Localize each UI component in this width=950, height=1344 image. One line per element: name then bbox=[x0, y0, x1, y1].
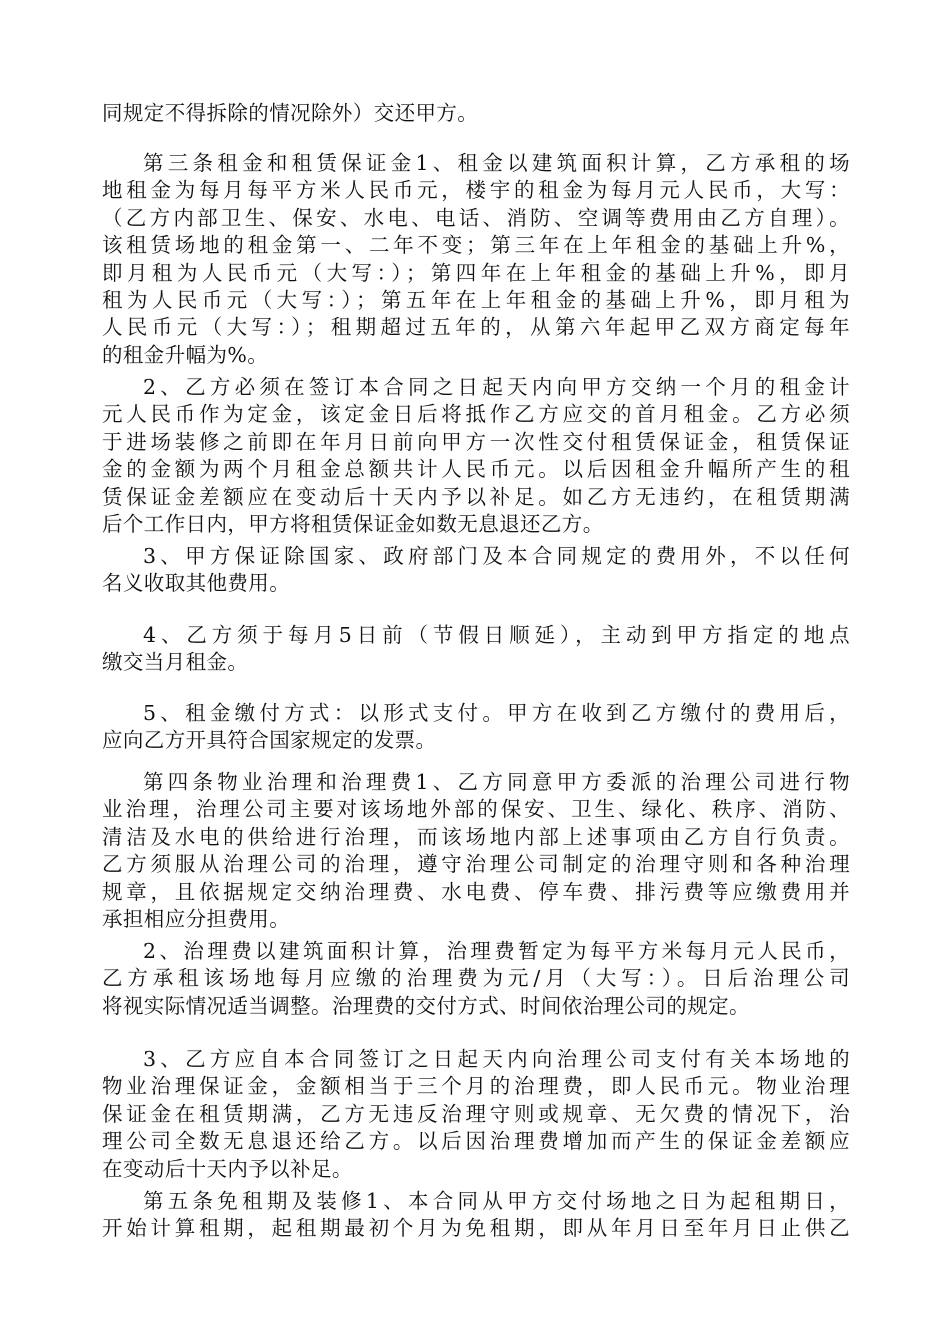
paragraph-item-4-payment-date bbox=[102, 622, 850, 677]
text-line: 开始计算租期，起租期最初个月为免租期，即从年月日至年月日止供乙 bbox=[102, 1216, 850, 1241]
paragraph-item-3-fees bbox=[102, 543, 850, 598]
text-line: 在变动后十天内予以补足。 bbox=[102, 1156, 353, 1181]
paragraph-continuation bbox=[102, 100, 850, 127]
text-line: 乙方须服从治理公司的治理，遵守治理公司制定的治理守则和各种治理 bbox=[102, 852, 850, 877]
text-line: 物业治理保证金，金额相当于三个月的治理费，即人民币元。物业治理 bbox=[102, 1074, 850, 1099]
text-line: 第四条物业治理和治理费1、乙方同意甲方委派的治理公司进行物 bbox=[143, 770, 850, 794]
paragraph-article-5 bbox=[102, 1188, 850, 1243]
text-line: 应向乙方开具符合国家规定的发票。 bbox=[102, 728, 437, 753]
paragraph-management-deposit bbox=[102, 1046, 850, 1183]
text-line: 3、乙方应自本合同签订之日起天内向治理公司支付有关本场地的 bbox=[143, 1047, 850, 1071]
text-line: 规章，且依据规定交纳治理费、水电费、停车费、排污费等应缴费用并 bbox=[102, 879, 850, 904]
text-line: 业治理，治理公司主要对该场地外部的保安、卫生、绿化、秩序、消防、 bbox=[102, 797, 850, 822]
text-line: 4、乙方须于每月5日前（节假日顺延），主动到甲方指定的地点 bbox=[143, 623, 850, 647]
text-line: 2、乙方必须在签订本合同之日起天内向甲方交纳一个月的租金计 bbox=[143, 375, 850, 399]
text-line: 保证金在租赁期满，乙方无违反治理守则或规章、无欠费的情况下，治 bbox=[102, 1101, 850, 1126]
text-line: 第三条租金和租赁保证金1、租金以建筑面积计算，乙方承租的场 bbox=[143, 151, 850, 175]
text-line: 该租赁场地的租金第一、二年不变；第三年在上年租金的基础上升%， bbox=[102, 233, 850, 258]
text-line: 的租金升幅为%。 bbox=[102, 342, 269, 367]
text-line: 后个工作日内，甲方将租赁保证金如数无息退还乙方。 bbox=[102, 511, 604, 536]
text-line: 地租金为每月每平方米人民币元，楼宇的租金为每月元人民币，大写： bbox=[102, 178, 850, 203]
text-line: 缴交当月租金。 bbox=[102, 650, 249, 675]
text-line: 名义收取其他费用。 bbox=[102, 571, 291, 596]
text-line: 将视实际情况适当调整。治理费的交付方式、时间依治理公司的规定。 bbox=[102, 993, 750, 1018]
paragraph-article-3 bbox=[102, 150, 850, 369]
text-line: 乙方承租该场地每月应缴的治理费为元/月（大写：）。日后治理公司 bbox=[102, 966, 850, 991]
text-line: 租为人民币元（大写：）；第五年在上年租金的基础上升%，即月租为 bbox=[102, 287, 850, 312]
paragraph-management-fee bbox=[102, 938, 850, 1020]
text-line: 第五条免租期及装修1、本合同从甲方交付场地之日为起租期日， bbox=[143, 1189, 850, 1213]
text-line: 金的金额为两个月租金总额共计人民币元。以后因租金升幅所产生的租 bbox=[102, 457, 850, 482]
text-line: 人民币元（大写：）；租期超过五年的，从第六年起甲乙双方商定每年 bbox=[102, 315, 850, 340]
text-line: 承担相应分担费用。 bbox=[102, 906, 291, 931]
text-line: 2、治理费以建筑面积计算，治理费暂定为每平方米每月元人民币， bbox=[143, 939, 850, 963]
text-line: 于进场装修之前即在年月日前向甲方一次性交付租赁保证金，租赁保证 bbox=[102, 429, 850, 454]
text-line: 理公司全数无息退还给乙方。以后因治理费增加而产生的保证金差额应 bbox=[102, 1129, 850, 1154]
text-line: 5、租金缴付方式：以形式支付。甲方在收到乙方缴付的费用后， bbox=[143, 701, 850, 725]
paragraph-item-5-payment-method bbox=[102, 700, 850, 755]
paragraph-article-4 bbox=[102, 769, 850, 933]
text-line: 元人民币作为定金，该定金日后将抵作乙方应交的首月租金。乙方必须 bbox=[102, 402, 850, 427]
text-line: 同规定不得拆除的情况除外）交还甲方。 bbox=[102, 101, 479, 125]
text-line: 即月租为人民币元（大写：）；第四年在上年租金的基础上升%，即月 bbox=[102, 260, 850, 285]
paragraph-item-2-deposit bbox=[102, 374, 850, 538]
text-line: 清洁及水电的供给进行治理，而该场地内部上述事项由乙方自行负责。 bbox=[102, 824, 850, 849]
text-line: 赁保证金差额应在变动后十天内予以补足。如乙方无违约，在租赁期满 bbox=[102, 484, 850, 509]
text-line: （乙方内部卫生、保安、水电、电话、消防、空调等费用由乙方自理）。 bbox=[102, 205, 850, 230]
text-line: 3、甲方保证除国家、政府部门及本合同规定的费用外，不以任何 bbox=[143, 544, 850, 568]
